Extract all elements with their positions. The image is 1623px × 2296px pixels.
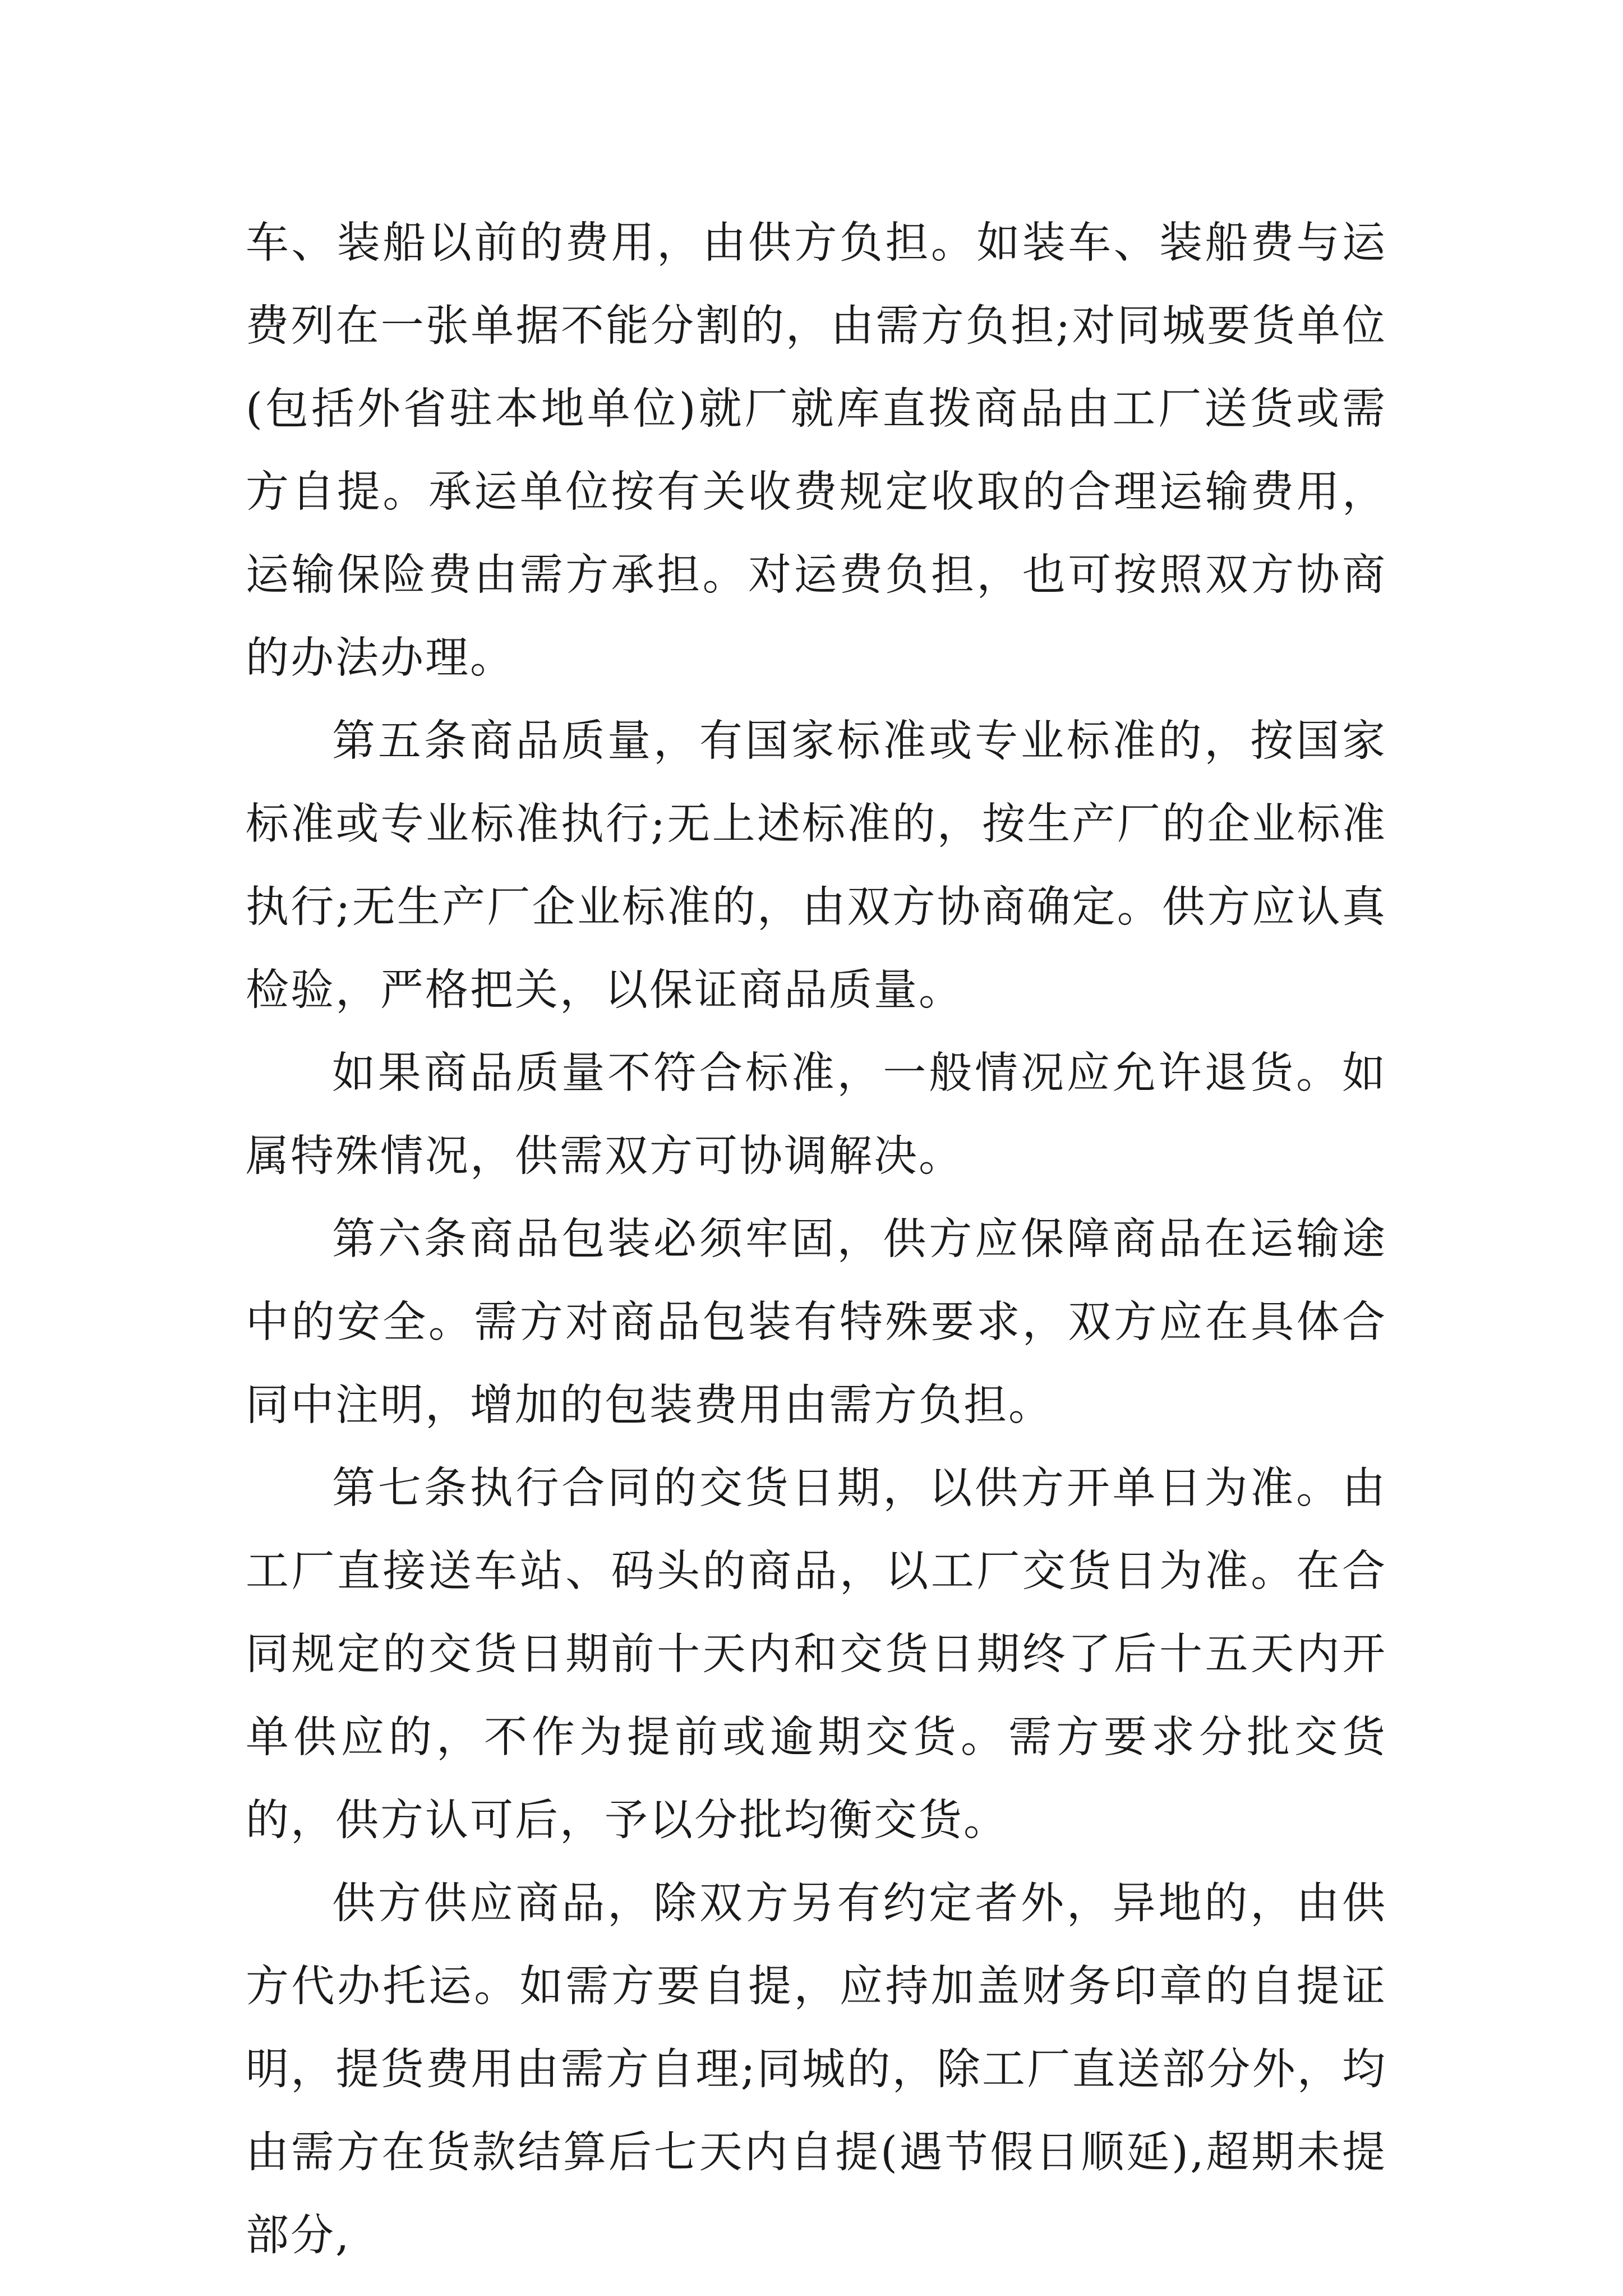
paragraph-3: 如果商品质量不符合标准，一般情况应允许退货。如属特殊情况，供需双方可协调解决。 [246,1048,1387,1181]
paragraph-4: 第六条商品包装必须牢固，供方应保障商品在运输途中的安全。需方对商品包装有特殊要求，双方应在具体合同中注明，增加的包装费用由需方负担。 [246,1214,1387,1430]
paragraph-5: 第七条执行合同的交货日期，以供方开单日为准。由工厂直接送车站、码头的商品，以工厂交货日为准。在合同规定的交货日期前十天内和交货日期终了后十五天内开单供应的，不作为提前或逾期交货。需方要求分批交货的，供方认可后，予以分批均衡交货。 [246,1464,1387,1846]
paragraph-6: 供方供应商品，除双方另有约定者外，异地的，由供方代办托运。如需方要自提，应持加盖财务印章的自提证明，提货费用由需方自理;同城的，除工厂直送部分外，均由需方在货款结算后七天内自提(遇节假日顺延),超期未提部分, [246,1879,1387,2261]
paragraph-2: 第五条商品质量，有国家标准或专业标准的，按国家标准或专业标准执行;无上述标准的，按生产厂的企业标准执行;无生产厂企业标准的，由双方协商确定。供方应认真检验，严格把关，以保证商品质量。 [246,716,1387,1015]
body-text [246,202,1387,2277]
paragraph-1: 车、装船以前的费用，由供方负担。如装车、装船费与运费列在一张单据不能分割的，由需方负担;对同城要货单位(包括外省驻本地单位)就厂就库直拨商品由工厂送货或需方自提。承运单位按有关收费规定收取的合理运输费用，运输保险费由需方承担。对运费负担，也可按照双方协商的办法办理。 [246,218,1387,683]
